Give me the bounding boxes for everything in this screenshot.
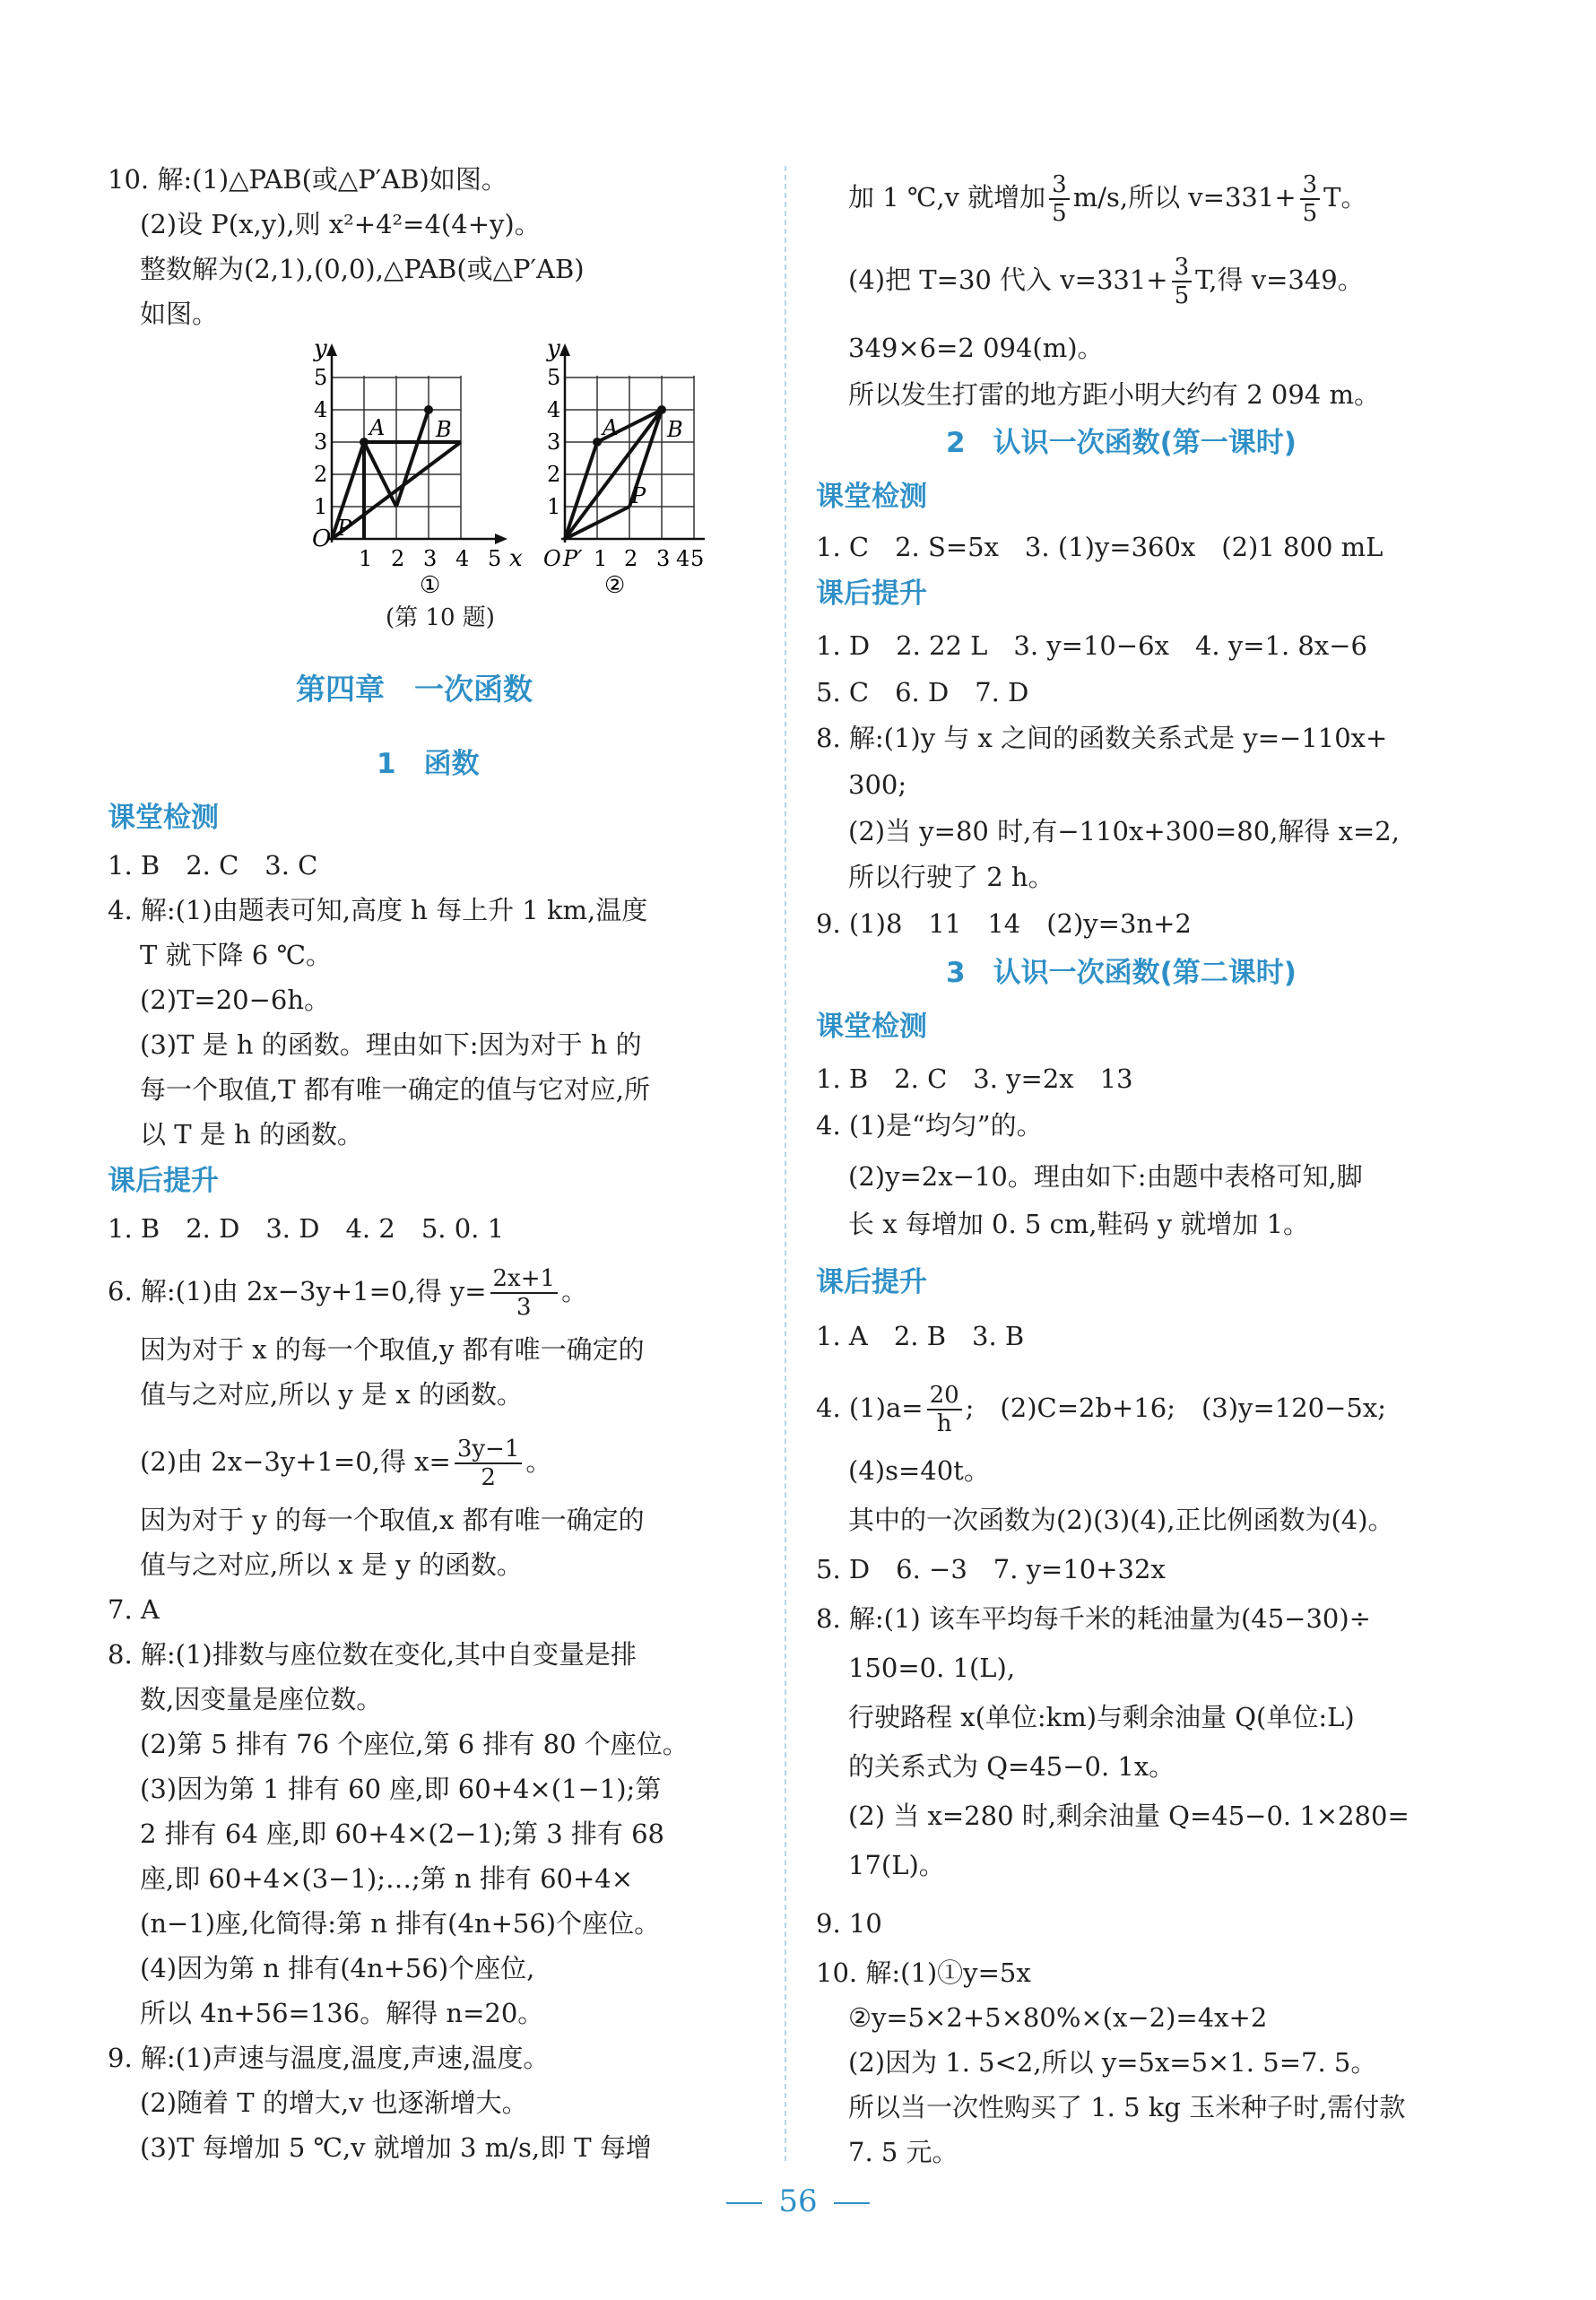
s3-classroom-4-line-3: 长 x 每增加 0. 5 cm,鞋码 y 就增加 1。 (848, 1209, 1310, 1239)
heading-classroom-check: 课堂检测 (816, 481, 927, 513)
s2-after-8-line-3: (2)当 y=80 时,有−110x+300=80,解得 x=2, (848, 816, 1400, 846)
graph-1-xtick: 4 (455, 546, 470, 571)
s3-after-8-line-5: (2) 当 x=280 时,剩余油量 Q=45−0. 1×280= (848, 1801, 1410, 1831)
fraction (927, 1382, 962, 1437)
graph-2-xtick: 3 (656, 546, 671, 571)
chapter-title: 第四章 一次函数 (296, 672, 533, 707)
heading-after-class: 课后提升 (816, 577, 927, 610)
s1-classroom-4-line-6: 以 T 是 h 的函数。 (140, 1119, 363, 1150)
s1-after-6-line-6: 值与之对应,所以 x 是 y 的函数。 (140, 1549, 523, 1580)
fraction-denominator: h (936, 1410, 952, 1437)
s1-after-6-line-1 (108, 1264, 588, 1321)
graph-2-xtick: 4 (676, 546, 690, 571)
section-3-title: 3 认识一次函数(第二课时) (946, 957, 1297, 989)
text: 加 1 ℃,v 就增加 (848, 182, 1046, 213)
s3-after-9: 9. 10 (816, 1908, 882, 1939)
graph-2-origin: O (543, 546, 561, 571)
graph-1-xtick: 1 (359, 546, 373, 571)
graph-1-y-label: y (314, 336, 327, 362)
s1-classroom-4-line-1: 4. 解:(1)由题表可知,高度 h 每上升 1 km,温度 (108, 895, 648, 925)
s1-after-9-line-6: 349×6=2 094(m)。 (848, 333, 1104, 363)
heading-classroom-check: 课堂检测 (108, 802, 219, 834)
s1-after-9-line-5 (816, 253, 1364, 307)
text: m/s,所以 v=331+ (1072, 182, 1297, 213)
s2-after-8-line-2: 300; (848, 769, 907, 800)
graph-1-point-a: A (369, 415, 386, 440)
s1-after-9-line-2: (2)随着 T 的增大,v 也逐渐增大。 (140, 2087, 528, 2118)
graph-2-label: ② (604, 572, 626, 596)
s3-after-10-line-3: (2)因为 1. 5<2,所以 y=5x=5×1. 5=7. 5。 (848, 2047, 1377, 2078)
graph-2-xtick: 5 (690, 546, 705, 571)
fraction-numerator: 2x+1 (490, 1265, 559, 1294)
footer-dash-right (834, 2202, 870, 2204)
graph-1-y-arrow (326, 343, 337, 356)
fraction-numerator: 3 (1172, 254, 1193, 282)
s1-after-9-line-7: 所以发生打雷的地方距小明大约有 2 094 m。 (848, 379, 1380, 410)
graph-2-ytick: 4 (547, 397, 561, 422)
fraction-numerator: 20 (927, 1382, 962, 1410)
text: T。 (1323, 182, 1367, 213)
q10-line-1: 10. 解:(1)△PAB(或△P′AB)如图。 (108, 164, 507, 195)
graph-1-origin: O (312, 525, 332, 552)
s1-after-8-line-2: 数,因变量是座位数。 (140, 1684, 383, 1714)
fraction-numerator: 3 (1300, 171, 1321, 200)
s3-after-8-line-2: 150=0. 1(L), (848, 1653, 1016, 1683)
graph-2-ytick: 5 (547, 365, 561, 390)
fraction-denominator: 2 (481, 1464, 496, 1491)
s3-after-8-line-4: 的关系式为 Q=45−0. 1x。 (848, 1751, 1175, 1782)
s2-after-1-4: 1. D 2. 22 L 3. y=10−6x 4. y=1. 8x−6 (816, 630, 1367, 661)
s1-after-9-line-4 (816, 170, 1367, 227)
s2-after-9: 9. (1)8 11 14 (2)y=3n+2 (816, 908, 1192, 939)
s3-classroom-4-line-2: (2)y=2x−10。理由如下:由题中表格可知,脚 (848, 1161, 1363, 1192)
s3-after-8-line-3: 行驶路程 x(单位:km)与剩余油量 Q(单位:L) (848, 1702, 1355, 1732)
s2-classroom-1-3: 1. C 2. S=5x 3. (1)y=360x (2)1 800 mL (816, 532, 1383, 562)
s3-after-10-line-5: 7. 5 元。 (848, 2137, 958, 2167)
section-1-title: 1 函数 (377, 748, 480, 780)
heading-after-class: 课后提升 (816, 1266, 927, 1298)
graph-1-x-arrow (495, 534, 507, 544)
s1-after-6-line-3: 值与之对应,所以 y 是 x 的函数。 (140, 1379, 523, 1410)
graph-1-xtick: 3 (423, 546, 438, 571)
graph-2-xtick: 2 (624, 546, 638, 571)
s1-classroom-4-line-2: T 就下降 6 ℃。 (140, 940, 332, 970)
graph-2-xtick: 1 (594, 546, 608, 571)
graph-2-ytick: 3 (547, 430, 561, 455)
s1-after-9-line-3: (3)T 每增加 5 ℃,v 就增加 3 m/s,即 T 每增 (140, 2132, 652, 2163)
s3-after-8-line-1: 8. 解:(1) 该车平均每千米的耗油量为(45−30)÷ (816, 1603, 1371, 1634)
s1-after-6-line-2: 因为对于 x 的每一个取值,y 都有唯一确定的 (140, 1334, 645, 1365)
s2-after-8-line-1: 8. 解:(1)y 与 x 之间的函数关系式是 y=−110x+ (816, 723, 1388, 753)
graph-2 (543, 336, 705, 596)
footer-dash-left (726, 2202, 762, 2204)
fraction (1300, 171, 1321, 227)
s1-after-8-line-7: (n−1)座,化简得:第 n 排有(4n+56)个座位。 (140, 1908, 661, 1939)
fraction (490, 1265, 559, 1321)
s1-after-8-line-4: (3)因为第 1 排有 60 座,即 60+4×(1−1);第 (140, 1774, 662, 1804)
s1-after-8-line-3: (2)第 5 排有 76 个座位,第 6 排有 80 个座位。 (140, 1729, 689, 1759)
s1-after-8-line-9: 所以 4n+56=136。解得 n=20。 (140, 1998, 544, 2028)
s1-classroom-4-line-5: 每一个取值,T 都有唯一确定的值与它对应,所 (140, 1074, 650, 1105)
text: (4)把 T=30 代入 v=331+ (848, 265, 1168, 295)
heading-after-class: 课后提升 (108, 1165, 219, 1197)
fraction-denominator: 5 (1302, 200, 1318, 227)
s3-after-1-3: 1. A 2. B 3. B (816, 1321, 1025, 1351)
s1-after-7: 7. A (108, 1594, 160, 1625)
figure-caption: (第 10 题) (386, 604, 495, 631)
q10-figure (206, 336, 708, 596)
s3-after-10-line-2: ②y=5×2+5×80%×(x−2)=4x+2 (848, 2002, 1268, 2033)
s3-after-4-line-1 (816, 1381, 1386, 1435)
text: T,得 v=349。 (1195, 265, 1364, 295)
graph-1-ytick: 4 (314, 397, 328, 422)
graph-1-point-b: B (436, 417, 452, 442)
column-divider (785, 166, 786, 2161)
text: 。 (525, 1446, 552, 1477)
graph-1-ytick: 5 (314, 365, 328, 390)
fraction-denominator: 5 (1174, 282, 1190, 309)
s3-after-4-line-3: 其中的一次函数为(2)(3)(4),正比例函数为(4)。 (848, 1505, 1394, 1535)
fraction-numerator: 3y−1 (455, 1436, 523, 1464)
fraction (1172, 254, 1193, 309)
s1-after-9-line-1: 9. 解:(1)声速与温度,温度,声速,温度。 (108, 2043, 550, 2073)
s1-after-8-line-8: (4)因为第 n 排有(4n+56)个座位, (140, 1953, 535, 1983)
graph-2-point-a: A (603, 415, 619, 440)
s1-after-8-line-6: 座,即 60+4×(3−1);…;第 n 排有 60+4× (140, 1863, 634, 1894)
s1-classroom-4-line-3: (2)T=20−6h。 (140, 985, 331, 1015)
fraction (1049, 171, 1070, 227)
graph-1-label: ① (420, 572, 441, 596)
s1-after-8-line-5: 2 排有 64 座,即 60+4×(2−1);第 3 排有 68 (140, 1818, 664, 1849)
graph-2-point-b: B (667, 417, 683, 442)
fraction-denominator: 5 (1052, 200, 1067, 227)
text: 4. (1)a= (816, 1393, 924, 1423)
text: 。 (561, 1276, 588, 1306)
graph-2-point-p-prime: P′ (563, 546, 583, 571)
text: ; (2)C=2b+16; (3)y=120−5x; (965, 1393, 1386, 1423)
graph-2-ytick: 1 (547, 494, 561, 519)
fraction-denominator: 3 (516, 1294, 532, 1321)
fraction-numerator: 3 (1049, 171, 1070, 200)
graph-2-ytick: 2 (547, 462, 561, 487)
text: (2)由 2x−3y+1=0,得 x= (140, 1446, 451, 1477)
q10-line-3: 整数解为(2,1),(0,0),△PAB(或△P′AB) (140, 254, 585, 284)
graph-1-ytick: 1 (314, 494, 328, 519)
q10-line-2: (2)设 P(x,y),则 x²+4²=4(4+y)。 (140, 209, 541, 239)
graph-1-point-p: P (337, 516, 352, 541)
s1-after-1-5: 1. B 2. D 3. D 4. 2 5. 0. 1 (108, 1213, 505, 1244)
s3-classroom-4-line-1: 4. (1)是“均匀”的。 (816, 1110, 1043, 1141)
text: 6. 解:(1)由 2x−3y+1=0,得 y= (108, 1276, 487, 1306)
s3-after-8-line-6: 17(L)。 (848, 1850, 945, 1880)
s3-after-4-line-2: (4)s=40t。 (848, 1455, 990, 1486)
s3-after-10-line-4: 所以当一次性购买了 1. 5 kg 玉米种子时,需付款 (848, 2092, 1406, 2122)
s1-classroom-1-3: 1. B 2. C 3. C (108, 850, 318, 881)
s2-after-8-line-4: 所以行驶了 2 h。 (848, 862, 1054, 892)
s3-after-10-line-1: 10. 解:(1)①y=5x (816, 1957, 1031, 1988)
s1-after-8-line-1: 8. 解:(1)排数与座位数在变化,其中自变量是排 (108, 1639, 637, 1670)
section-2-title: 2 认识一次函数(第一课时) (946, 427, 1297, 459)
graph-1-xtick: 5 (488, 546, 502, 571)
graph-1-ytick: 2 (314, 462, 328, 487)
s1-classroom-4-line-4: (3)T 是 h 的函数。理由如下:因为对于 h 的 (140, 1029, 642, 1060)
fraction (455, 1436, 523, 1491)
graph-1-ytick: 3 (314, 430, 328, 455)
graph-2-y-arrow (559, 343, 570, 356)
q10-line-4: 如图。 (140, 299, 219, 329)
graph-2-point-p: P (631, 483, 646, 508)
page-footer (0, 2183, 1596, 2219)
page-number: 56 (778, 2183, 818, 2219)
graph-1 (312, 336, 523, 596)
s3-classroom-1-3: 1. B 2. C 3. y=2x 13 (816, 1063, 1133, 1094)
s1-after-6-line-5: 因为对于 y 的每一个取值,x 都有唯一确定的 (140, 1505, 645, 1535)
s2-after-5-7: 5. C 6. D 7. D (816, 677, 1029, 707)
graph-1-xtick: 2 (391, 546, 405, 571)
graph-1-x-label: x (509, 545, 523, 572)
s1-after-6-line-4 (108, 1435, 552, 1491)
graph-2-y-label: y (547, 336, 560, 362)
s3-after-5-7: 5. D 6. −3 7. y=10+32x (816, 1554, 1166, 1584)
heading-classroom-check: 课堂检测 (816, 1011, 927, 1043)
